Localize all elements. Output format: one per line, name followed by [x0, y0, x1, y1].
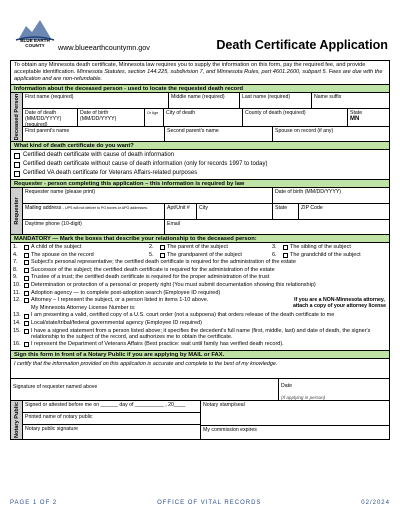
- date-of-birth-field[interactable]: Date of birth (MM/DD/YYYY): [78, 109, 145, 126]
- city-of-death-field[interactable]: City of death: [164, 109, 243, 126]
- requester-signature-field[interactable]: Signature of requester named above: [11, 379, 279, 400]
- commission-expires-field[interactable]: My commission expires: [201, 425, 389, 439]
- relationship-item-9[interactable]: 9. Trustee of a trust; the certified death certificate is required for the proper administration of the trust: [13, 274, 270, 281]
- attorney-license-label: My Minnesota Attorney License Number is:: [31, 304, 136, 311]
- county-of-death-field[interactable]: County of death (required): [243, 109, 348, 126]
- relationship-item-14[interactable]: 14. Local/state/tribal/federal governmental agency (Employee ID required): [13, 319, 202, 326]
- relationship-row-2: 4. The spouse on the record 5. The grandparent of the subject 6. The grandchild of the subject: [13, 251, 361, 258]
- requester-city-field[interactable]: City: [197, 204, 273, 219]
- website-link[interactable]: www.blueearthcountymn.gov: [58, 43, 150, 52]
- relationship-item-10[interactable]: 10. Determination or protection of a personal or property right (You must submit documentation showing this relationship): [13, 281, 316, 288]
- relationship-item-12[interactable]: 12. Attorney – I represent the subject, or a person listed in items 1-10 above. My Minnesota Attorney License Number is: If you are a NON-Minnesota attorney, attach a copy of your attorney license: [13, 297, 387, 311]
- relationship-grandchild[interactable]: The grandchild of the subject: [283, 252, 361, 260]
- checkbox[interactable]: [14, 162, 20, 168]
- notary-attested-field[interactable]: Signed or attested before me on ______ day of __________ , 20____: [23, 401, 201, 413]
- option-with-cause[interactable]: Certified death certificate with cause of death information: [14, 151, 386, 160]
- notary-side-label: Notary Public: [11, 401, 23, 439]
- intro-statute: Minnesota Statutes, section 144.225, subdivision 7, and Minnesota Rules, part 4601.2600, subpart 5. Fees are due with the application and are non-refundable.: [14, 69, 383, 83]
- application-form: [10, 60, 390, 440]
- intro-text: [11, 61, 389, 85]
- email-field[interactable]: Email: [167, 221, 180, 227]
- deceased-last-name-field[interactable]: Last name (required): [240, 93, 312, 108]
- deceased-section-header: Information about the deceased person - used to locate the requested death record: [11, 85, 389, 93]
- office-name: OFFICE OF VITAL RECORDS: [157, 500, 262, 506]
- page-number: PAGE 1 OF 2: [10, 500, 58, 506]
- relationship-checklist: [11, 243, 389, 351]
- relationship-item-11[interactable]: 11. Adoption agency — to complete post-adoption search (Employee ID required): [13, 289, 221, 296]
- relationship-item-13[interactable]: 13. I am presenting a valid, certified copy of a U.S. court order (not a subpoena) that orders release of the death certificate to me: [13, 312, 335, 319]
- date-of-death-field[interactable]: Date of death (MM/DD/YYYY) (required): [23, 109, 78, 126]
- notary-signature-field[interactable]: Notary public signature: [23, 425, 201, 439]
- non-mn-attorney-note: If you are a NON-Minnesota attorney, attach a copy of your attorney license: [292, 297, 387, 310]
- relationship-row-1: 1. A child of the subject 2. The parent of the subject 3. The sibling of the subject: [13, 244, 351, 250]
- requester-side-label: Requester: [11, 188, 23, 234]
- phone-field[interactable]: Daytime phone (10-digit): [23, 220, 165, 234]
- page-title: Death Certificate Application: [216, 38, 388, 52]
- certificate-kind-options: [11, 150, 389, 180]
- requester-state-field[interactable]: State: [273, 204, 299, 219]
- checkbox[interactable]: [14, 153, 20, 159]
- apt-field[interactable]: Apt/Unit #: [165, 204, 197, 219]
- form-date: 02/2024: [361, 500, 390, 506]
- spouse-field[interactable]: Spouse on record (if any): [275, 128, 334, 134]
- requester-section: [11, 188, 389, 235]
- mandatory-section-header: MANDATORY — Mark the boxes that describe your relationship to the deceased person:: [11, 235, 389, 243]
- signature-row: [11, 379, 389, 401]
- deceased-section: [11, 93, 389, 142]
- deceased-suffix-field[interactable]: Name suffix: [314, 94, 342, 100]
- page-footer: [10, 500, 390, 506]
- requester-section-header: Requester - person completing this application – this information is required by law: [11, 180, 389, 188]
- requester-name-field[interactable]: Requester name (please print): [23, 188, 273, 203]
- relationship-item-8[interactable]: 8. Successor of the subject; the certified death certificate is required for the administration of the estate: [13, 266, 275, 273]
- relationship-item-15[interactable]: 15. I have a signed statement from a person listed above; it specifies the decedent's full name (first, middle, last) and date of death, the signer's relationship to the subject of the record, and authorizes me to obtain the certificate.: [13, 327, 371, 341]
- first-parent-field[interactable]: First parent's name: [23, 127, 165, 141]
- mailing-address-field[interactable]: Mailing address - UPS will not deliver to PO boxes or APO addresses.: [23, 204, 165, 219]
- deceased-middle-name-field[interactable]: Middle name (required): [169, 93, 240, 108]
- second-parent-field[interactable]: Second parent's name: [165, 127, 273, 141]
- notary-section: [11, 401, 389, 439]
- option-va[interactable]: Certified VA death certificate for Veterans Affairs-related purposes: [14, 169, 386, 178]
- relationship-parent[interactable]: The parent of the subject: [160, 244, 272, 252]
- deceased-first-name-field[interactable]: First name (required): [23, 93, 169, 108]
- notary-printed-name-field[interactable]: Printed name of notary public: [23, 413, 201, 425]
- state-field[interactable]: State MN: [350, 110, 363, 122]
- relationship-item-16[interactable]: 16. I represent the Department of Veterans Affairs (Best practice: wait until family has verified death record).: [13, 341, 284, 348]
- zip-field[interactable]: ZIP Code: [301, 205, 323, 211]
- certification-statement: I certify that the information provided on this application is accurate and complete to the best of my knowledge.: [11, 359, 389, 379]
- relationship-sibling[interactable]: The sibling of the subject: [283, 244, 351, 252]
- sign-section-header: Sign this form in front of a Notary Public if you are applying by MAIL or FAX.: [11, 351, 389, 359]
- notary-stamp-area: Notary stamp/seal: [203, 401, 245, 408]
- checkbox[interactable]: [14, 171, 20, 177]
- relationship-item-7[interactable]: 7. Subject's personal representative; the certified death certificate is required for the administration of the estate: [13, 259, 296, 266]
- age-field[interactable]: Or Age: [145, 109, 164, 126]
- logo-text: BLUE EARTH COUNTY: [20, 38, 50, 48]
- intro-main: To obtain any Minnesota death certificate, Minnesota law requires you to supply the information on this form, pay the required fee, and provide acceptable identification.: [14, 62, 366, 76]
- requester-dob-field[interactable]: Date of birth (MM/DD/YYYY): [275, 189, 342, 195]
- sign-date-field[interactable]: Date (If applying in person): [281, 382, 326, 400]
- relationship-child[interactable]: A child of the subject: [24, 244, 149, 252]
- page-header: [10, 8, 390, 56]
- relationship-grandparent[interactable]: The grandparent of the subject: [160, 252, 272, 260]
- certificate-kind-header: What kind of death certificate do you want?: [11, 142, 389, 150]
- deceased-side-label: Deceased Person: [11, 93, 23, 141]
- option-without-cause[interactable]: Certified death certificate without cause of death information (only for records 1997 to today): [14, 160, 386, 169]
- relationship-spouse[interactable]: The spouse on the record: [24, 252, 149, 260]
